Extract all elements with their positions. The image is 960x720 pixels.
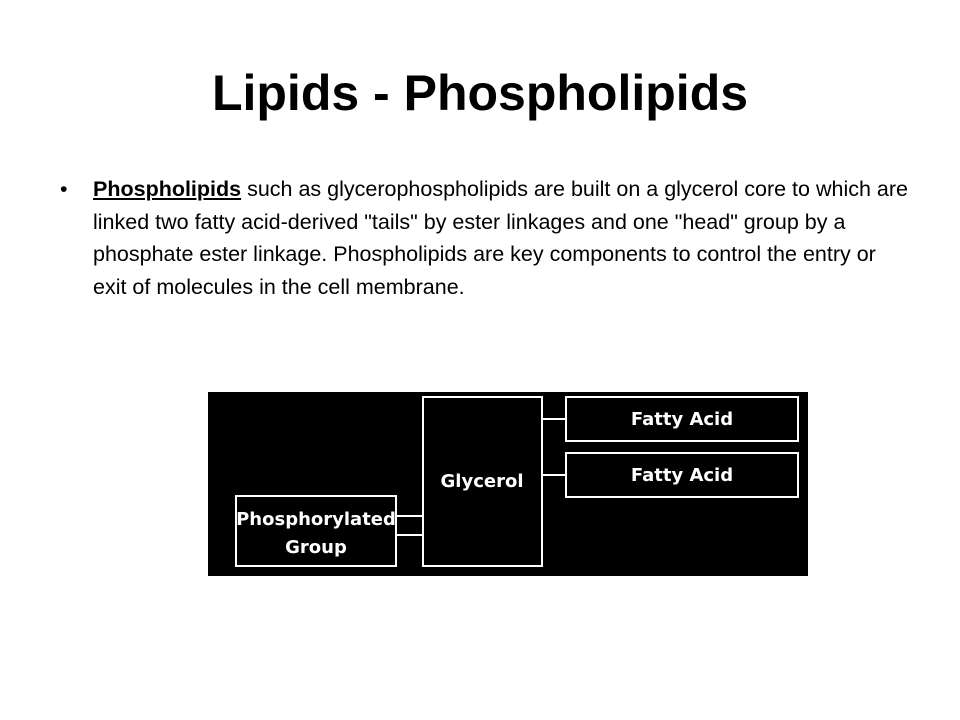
diagram-svg [208, 392, 808, 576]
phospholipids-term: Phospholipids [93, 177, 242, 201]
fatty-acid-label-1: Fatty Acid [630, 409, 734, 430]
bullet-text [93, 173, 910, 303]
phosphorylated-label-line1: Phosphorylated [236, 509, 396, 530]
phosphorylated-label-line2: Group [285, 537, 347, 558]
bullet-marker: • [60, 177, 68, 201]
fatty-acid-label-2: Fatty Acid [630, 465, 734, 486]
phospholipid-structure-diagram [208, 392, 808, 576]
slide-title: Lipids - Phospholipids [211, 65, 749, 121]
bullet-body-text: such as glycerophospholipids are built on a glycerol core to which are linked two fatty acid-derived "tails" by ester linkages and one "head" group by a phosphate ester linkage. Phospholipids are key components to control the entry or exit of molecules in the cell membrane. [93, 177, 908, 299]
glycerol-label: Glycerol [440, 471, 524, 492]
bullet-paragraph [60, 173, 910, 303]
